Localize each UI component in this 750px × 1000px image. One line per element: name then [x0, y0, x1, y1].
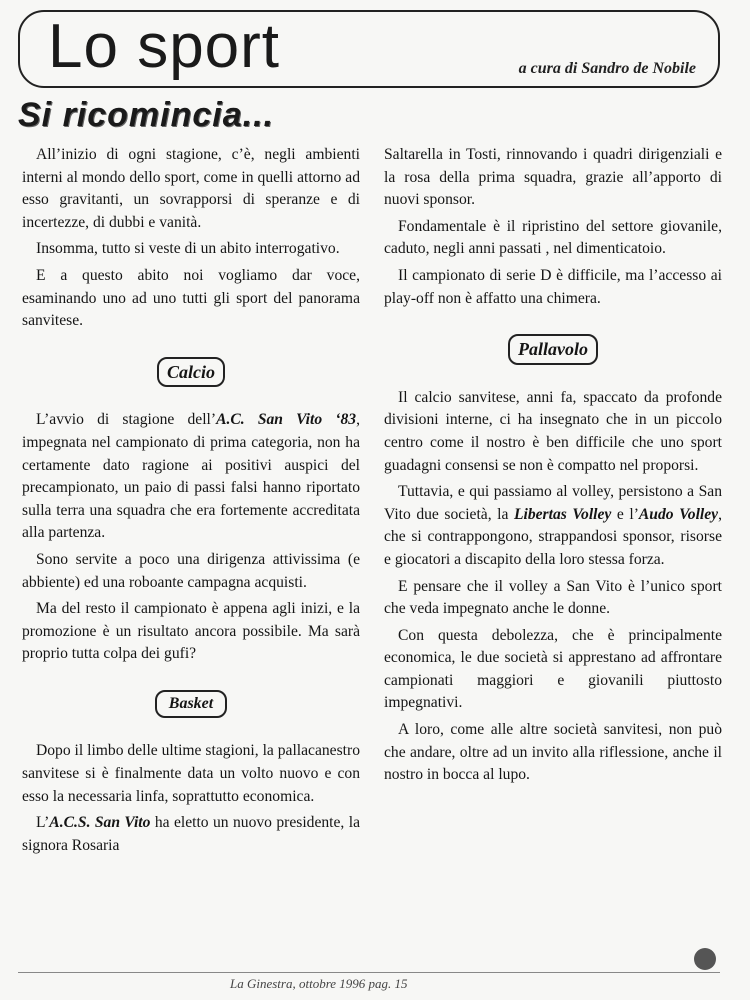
pallavolo-paragraph-5: A loro, come alle altre società sanvitesi, non può che andare, oltre ad un invito alla riflessione, anche il nostro in bocca al lupo. — [384, 721, 722, 784]
basket-paragraph-2-continued: Saltarella in Tosti, rinnovando i quadri dirigenziali e la rosa della prima squadra, grazie all’apporto di nuovi sponsor. — [384, 146, 722, 209]
byline: a cura di Sandro de Nobile — [518, 60, 696, 77]
pallavolo-p2-post: , che si contrappongono, strappandosi sponsor, risorse e giocatori a discapito della loro stessa forza. — [384, 505, 723, 568]
pallavolo-p2-mid: e l’ — [611, 505, 639, 523]
calcio-paragraph-1 — [22, 409, 360, 545]
basket-section-label: Basket — [155, 690, 227, 719]
intro-paragraph-3: E a questo abito noi vogliamo dar voce, esaminando uno ad uno tutti gli sport del panorama sanvitese. — [22, 266, 360, 330]
basket-p2-pre: L’ — [36, 814, 50, 832]
pallavolo-section-label: Pallavolo — [508, 334, 598, 365]
basket-paragraph-1: Dopo il limbo delle ultime stagioni, la pallacanestro sanvitese si è finalmente data un volto nuovo e con esso la necessaria linfa, soprattutto economica. — [22, 742, 360, 805]
intro-paragraph-2: Insomma, tutto si veste di un abito interrogativo. — [36, 240, 340, 258]
intro-paragraph-1: All’inizio di ogni stagione, c’è, negli ambienti interni al mondo dello sport, come in quelli attorno ad esso gravitanti, un sovrapporsi di speranze e di incertezze, di dubbi e vanità. — [22, 146, 360, 231]
pallavolo-paragraph-4: Con questa debolezza, che è principalmente economica, le due società si apprestano ad affrontare campionati maggiori e giovanili piuttosto impegnativi. — [384, 626, 722, 712]
article-title: Si ricomincia... — [18, 96, 274, 134]
basket-team-name: A.C.S. San Vito — [49, 814, 151, 832]
pallavolo-paragraph-2 — [384, 481, 722, 571]
calcio-paragraph-2: Sono servite a poco una dirigenza attivissima (e abbiente) ed una roboante campagna acquisti. — [22, 550, 360, 591]
calcio-p1-post: , impegnata nel campionato di prima categoria, non ha certamente dato ragione ai positivi auspici del precampionato, un paio di passi falsi hanno riportato sulla terra una squadra che era fortemente accreditata alla partenza. — [22, 411, 360, 542]
calcio-section-label: Calcio — [157, 357, 225, 388]
calcio-p1-pre: L’avvio di stagione dell’ — [36, 411, 217, 429]
basket-paragraph-4: Il campionato di serie D è difficile, ma l’accesso ai play-off non è affatto una chimera. — [384, 266, 722, 307]
page-footer: La Ginestra, ottobre 1996 pag. 15 — [230, 976, 408, 991]
calcio-team-name: A.C. San Vito ‘83 — [216, 411, 357, 429]
basket-p2-post: ha eletto un nuovo presidente, la signora Rosaria — [22, 814, 360, 854]
end-of-article-dot — [694, 948, 716, 970]
section-masthead: Lo sport — [48, 12, 281, 81]
pallavolo-paragraph-1: Il calcio sanvitese, anni fa, spaccato da profonde divisioni interne, ci ha insegnato che in un piccolo centro come il nostro è ben difficile che uno sport guadagni consensi se non è compatto nel proporsi. — [384, 388, 722, 474]
calcio-paragraph-3: Ma del resto il campionato è appena agli inizi, e la promozione è un risultato ancora possibile. Ma sarà proprio tutta colpa dei gufi? — [22, 600, 360, 663]
basket-paragraph-3: Fondamentale è il ripristino del settore giovanile, caduto, negli anni passati , nel dimenticatoio. — [384, 217, 722, 258]
basket-paragraph-2 — [22, 812, 360, 857]
pallavolo-team-1: Libertas Volley — [513, 505, 612, 523]
left-column — [22, 144, 360, 861]
footer-rule — [18, 972, 720, 973]
pallavolo-paragraph-3: E pensare che il volley a San Vito è l’unico sport che veda impegnato anche le donne. — [384, 577, 722, 618]
pallavolo-team-2: Audo Volley — [638, 505, 719, 523]
pallavolo-p2-pre: Tuttavia, e qui passiamo al volley, persistono a San Vito due società, la — [384, 483, 722, 523]
masthead-box — [18, 10, 720, 88]
right-column — [384, 144, 722, 791]
